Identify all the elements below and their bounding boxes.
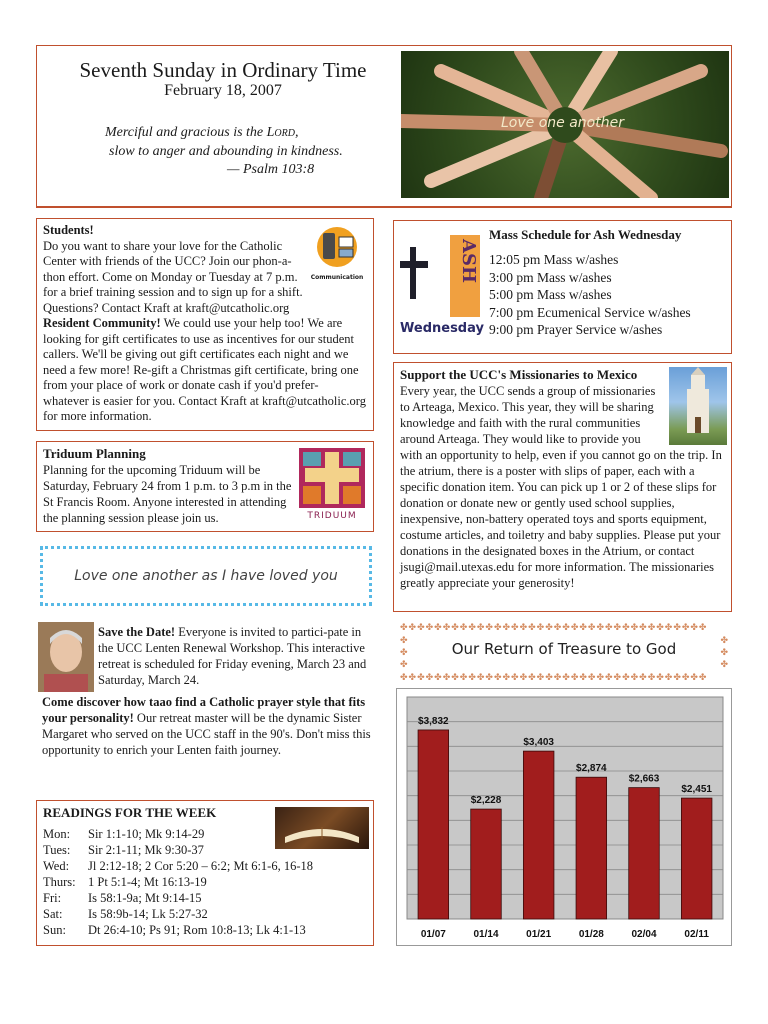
hands-circle-photo: [401, 51, 729, 198]
mass-item: 9:00 pm Prayer Service w/ashes: [489, 322, 663, 337]
save-the-date-panel: [36, 620, 374, 785]
communication-label: Communication: [310, 274, 364, 281]
header-divider: [37, 206, 731, 207]
treasure-bar-chart: [397, 689, 733, 947]
ash-icon-bottom: Wednesday: [400, 321, 484, 336]
reading-day: Fri:: [43, 891, 62, 905]
love-banner: Love one another as I have loved you: [40, 546, 372, 606]
reading-text: Sir 2:1-11; Mk 9:30-37: [88, 843, 204, 857]
verse-citation: — Psalm 103:8: [227, 162, 315, 177]
chart-tick-label: 02/11: [684, 929, 709, 940]
reading-text: Dt 26:4-10; Ps 91; Rom 10:8-13; Lk 4:1-13: [88, 923, 306, 937]
ash-icon-top: ASH: [458, 239, 479, 283]
chart-bar: [471, 809, 502, 919]
verse-line1: Merciful and gracious is the L: [105, 125, 275, 140]
decorative-border-top: ✤✤✤✤✤✤✤✤✤✤✤✤✤✤✤✤✤✤✤✤✤✤✤✤✤✤✤✤✤✤✤✤✤✤✤✤: [400, 622, 708, 630]
reading-day: Sat:: [43, 907, 63, 921]
chart-tick-label: 01/21: [526, 929, 552, 940]
missionaries-title: Support the UCC's Missionaries to Mexico: [400, 367, 638, 382]
missionaries-panel: [393, 362, 732, 612]
save-date-details: [42, 694, 372, 758]
chart-bar: [523, 751, 554, 919]
reading-text: Is 58:1-9a; Mt 9:14-15: [88, 891, 202, 905]
reading-day: Sun:: [43, 923, 66, 937]
treasure-chart: [396, 688, 732, 946]
reading-text: Sir 1:1-10; Mk 9:14-29: [88, 827, 205, 841]
resident-text: We could use your help too! We are looking for gift certificates to use as incentives for our student callers. We'll be giving out gift certificates each night and we need a few more! Re-gift a Christmas gift certificate, bring one from your place of work or donate cash if you'd prefer- whatever is easier for you. Contact Kraft at kraft@utcatholic.org for more information.: [43, 316, 366, 423]
reading-row: [43, 922, 367, 938]
chart-data-label: $2,228: [470, 795, 502, 807]
verse-line1-end: ,: [294, 125, 299, 140]
missionaries-body: Every year, the UCC sends a group of missionaries to Arteaga, Mexico. This year, they will be sharing knowledge and faith with the rural communities around Arteaga. They would like to provide you with an opportunity to help, even if you cannot go on the trip. In the atrium, there is a poster with slips of paper, each with a specific donation item. You can pick up 1 or 2 of these slips for donation or donate new or gently used school supplies, inexpensive, non-battery operated toys and sports equipment, costume articles, and toiletry and baby supplies. Please put your donations in the designated boxes in the Atrium, or contact jsugi@mail.utexas.edu for more information. The missionaries greatly appreciate your generosity!: [400, 384, 722, 590]
bible-icon: [275, 807, 369, 849]
chart-tick-label: 01/07: [420, 929, 446, 940]
save-date-text2: Our retreat master will be the dynamic Sister Margaret who served on the UCC staff in the 90's. Don't miss this opportunity to enrich your Lenten faith journey.: [42, 711, 371, 757]
save-date-intro: [98, 624, 372, 688]
scripture-verse: [105, 124, 343, 179]
triduum-heading: Triduum Planning: [43, 446, 146, 461]
chart-bar: [629, 788, 660, 919]
reading-text: Is 58:9b-14; Lk 5:27-32: [88, 907, 208, 921]
page-date: February 18, 2007: [164, 82, 282, 99]
mass-item: 5:00 pm Mass w/ashes: [489, 287, 612, 302]
mass-schedule-panel: [393, 220, 732, 354]
chart-data-label: $2,874: [576, 763, 607, 775]
chart-tick-label: 01/14: [473, 929, 499, 940]
triduum-text: Planning for the upcoming Triduum will be Saturday, February 24 from 1 p.m. to 3 p.m in the St Francis Room. Anyone interested in attending the planning session please join us.: [43, 463, 292, 525]
chart-data-label: $2,451: [681, 784, 712, 796]
mass-item: 7:00 pm Ecumenical Service w/ashes: [489, 304, 691, 320]
chart-bar: [418, 730, 449, 919]
treasure-banner: [396, 620, 732, 682]
resident-heading: Resident Community!: [43, 316, 161, 330]
decorative-border-left: ✤ ✤ ✤: [400, 635, 408, 669]
verse-line1-smallcaps: ORD: [274, 128, 295, 139]
chart-data-label: $3,832: [418, 715, 449, 727]
save-date-heading2: Come discover how taao find a Catholic prayer style that fits your personality!: [42, 695, 366, 725]
chart-data-label: $3,403: [523, 737, 554, 749]
chart-tick-label: 01/28: [578, 929, 604, 940]
chart-bar: [681, 798, 712, 919]
students-heading: Students!: [43, 223, 94, 237]
ash-wednesday-icon: [400, 229, 482, 349]
chart-data-label: $2,663: [628, 773, 660, 785]
triduum-panel: [36, 441, 374, 532]
reading-day: Wed:: [43, 859, 70, 873]
communication-icon: [309, 223, 365, 279]
verse-line2: slow to anger and abounding in kindness.: [109, 144, 343, 159]
reading-row: [43, 906, 367, 922]
chart-plot-area: [407, 697, 723, 919]
save-date-text1: Everyone is invited to partici-pate in the UCC Lenten Renewal Workshop. This interactive retreat is scheduled for Friday evening, March 23 and Saturday, March 24.: [98, 625, 367, 687]
treasure-title: Our Return of Treasure to God: [451, 640, 677, 658]
reading-row: [43, 874, 367, 890]
header-panel: [36, 45, 732, 208]
decorative-border-right: ✤ ✤ ✤: [720, 635, 728, 669]
church-photo: [669, 367, 727, 445]
sister-margaret-photo: [38, 622, 94, 692]
chart-bar: [576, 777, 607, 919]
chart-tick-label: 02/04: [631, 929, 657, 940]
readings-panel: [36, 800, 374, 946]
reading-row: [43, 858, 367, 874]
students-panel: [36, 218, 374, 431]
mass-item: 12:05 pm Mass w/ashes: [489, 252, 619, 267]
triduum-cross-icon: [299, 448, 365, 520]
mass-list: [489, 251, 691, 339]
save-date-heading: Save the Date!: [98, 625, 176, 639]
students-text1: Do you want to share your love for the Catholic Center with friends of the UCC? Join our phon-a-thon effort. Come on Monday or Tuesday at 7 p.m. for a brief training session and to sign up for a shift. Questions? Contact Kraft at kraft@utcatholic.org: [43, 238, 303, 315]
reading-day: Mon:: [43, 827, 71, 841]
photo-caption: Love one another: [501, 115, 624, 131]
mass-item: 3:00 pm Mass w/ashes: [489, 269, 612, 285]
reading-text: 1 Pt 5:1-4; Mt 16:13-19: [88, 875, 207, 889]
reading-day: Tues:: [43, 843, 71, 857]
reading-day: Thurs:: [43, 875, 76, 889]
triduum-label: TRIDUUM: [307, 511, 357, 521]
mass-title: Mass Schedule for Ash Wednesday: [489, 227, 682, 242]
reading-text: Jl 2:12-18; 2 Cor 5:20 – 6:2; Mt 6:1-6, 16-18: [88, 859, 313, 873]
readings-title: READINGS FOR THE WEEK: [43, 805, 217, 820]
decorative-border-bottom: ✤✤✤✤✤✤✤✤✤✤✤✤✤✤✤✤✤✤✤✤✤✤✤✤✤✤✤✤✤✤✤✤✤✤✤✤: [400, 672, 708, 680]
reading-row: [43, 890, 367, 906]
resident-paragraph: [43, 316, 367, 425]
page-title: Seventh Sunday in Ordinary Time: [79, 58, 367, 82]
